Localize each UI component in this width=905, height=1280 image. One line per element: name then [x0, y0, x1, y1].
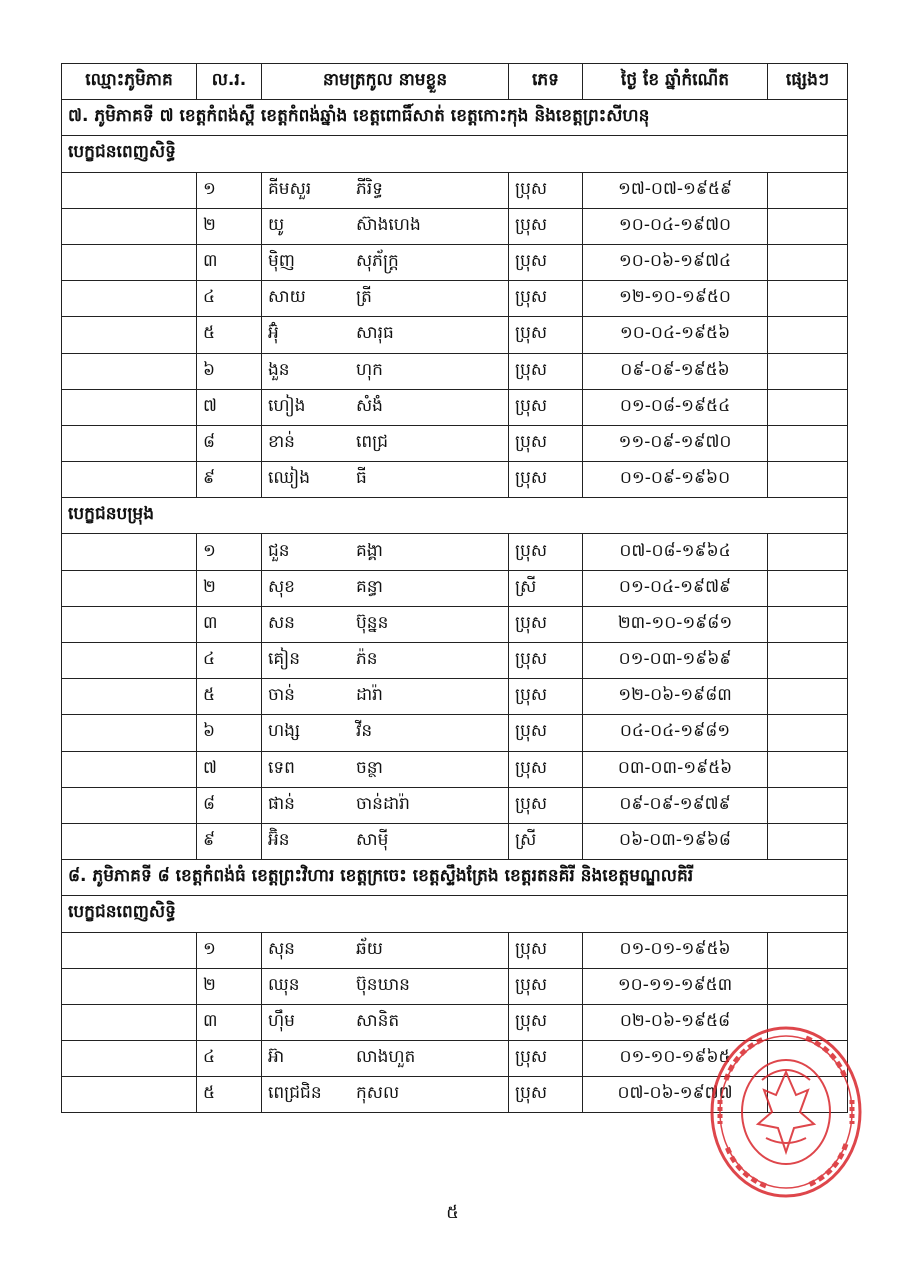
full-name — [262, 389, 509, 425]
other-cell — [768, 968, 848, 1004]
date-of-birth: ០៩-០៩-១៩៧៩ — [583, 787, 768, 823]
table-row — [62, 932, 848, 968]
date-of-birth: ១០-០៤-១៩៥៦ — [583, 317, 768, 353]
date-of-birth: ០៣-០៣-១៩៥៦ — [583, 751, 768, 787]
table-row — [62, 751, 848, 787]
other-cell — [768, 353, 848, 389]
given-name: ឆ័យ — [356, 938, 383, 959]
family-name: អ៊ា — [268, 1047, 285, 1068]
full-name — [262, 244, 509, 280]
full-name — [262, 932, 509, 968]
sex: ប្រុស — [509, 353, 583, 389]
full-name — [262, 172, 509, 208]
full-name — [262, 715, 509, 751]
date-of-birth: ០៤-០៤-១៩៨១ — [583, 715, 768, 751]
given-name: លាងហួត — [356, 1047, 416, 1068]
other-cell — [768, 389, 848, 425]
table-row — [62, 281, 848, 317]
sex: ស្រី — [509, 823, 583, 859]
table-row — [62, 244, 848, 280]
region-cell — [62, 1004, 197, 1040]
given-name: ភ៉ន — [356, 649, 378, 670]
row-number: ២ — [197, 570, 262, 606]
region-cell — [62, 968, 197, 1004]
other-cell — [768, 425, 848, 461]
family-name: សុខ — [268, 576, 295, 597]
header-dob: ថ្ងៃ ខែ ឆ្នាំកំណើត — [583, 64, 768, 100]
date-of-birth: ១២-១០-១៩៥០ — [583, 281, 768, 317]
given-name: គង្គា — [356, 540, 383, 561]
other-cell — [768, 643, 848, 679]
other-cell — [768, 534, 848, 570]
given-name: សានិត — [356, 1010, 400, 1031]
date-of-birth: ០៧-០៦-១៩៧៧ — [583, 1077, 768, 1113]
given-name: ធី — [356, 468, 367, 489]
table-row — [62, 208, 848, 244]
row-number: ២ — [197, 208, 262, 244]
region-cell — [62, 317, 197, 353]
sex: ប្រុស — [509, 389, 583, 425]
row-number: ៨ — [197, 425, 262, 461]
given-name: ចាន់ដារ៉ា — [356, 793, 410, 814]
sex: ប្រុស — [509, 751, 583, 787]
date-of-birth: ០១-០៤-១៩៧៩ — [583, 570, 768, 606]
group-row — [62, 136, 848, 172]
sex: ប្រុស — [509, 172, 583, 208]
group-title: បេក្ខជនបម្រុង — [62, 498, 848, 534]
sex: ប្រុស — [509, 679, 583, 715]
row-number: ១ — [197, 534, 262, 570]
row-number: ៤ — [197, 1041, 262, 1077]
full-name — [262, 679, 509, 715]
date-of-birth: ០១-០៩-១៩៦០ — [583, 462, 768, 498]
row-number: ៥ — [197, 1077, 262, 1113]
region-cell — [62, 389, 197, 425]
sex: ប្រុស — [509, 1077, 583, 1113]
table-row — [62, 679, 848, 715]
sex: ស្រី — [509, 570, 583, 606]
family-name: ពេជ្រជិន — [268, 1083, 322, 1104]
official-seal — [706, 1020, 866, 1205]
row-number: ៣ — [197, 1004, 262, 1040]
page-number: ៥ — [446, 1202, 459, 1223]
row-number: ៤ — [197, 281, 262, 317]
table-row — [62, 462, 848, 498]
header-row — [62, 64, 848, 100]
full-name — [262, 353, 509, 389]
group-title: បេក្ខជនពេញសិទ្ធិ — [62, 136, 848, 172]
date-of-birth: ០១-០៣-១៩៦៩ — [583, 643, 768, 679]
sex: ប្រុស — [509, 317, 583, 353]
full-name — [262, 425, 509, 461]
region-cell — [62, 1077, 197, 1113]
table-row — [62, 787, 848, 823]
candidate-table — [61, 63, 848, 1113]
group-row — [62, 896, 848, 932]
table-row — [62, 570, 848, 606]
row-number: ៤ — [197, 643, 262, 679]
given-name: ហុក — [356, 359, 383, 380]
given-name: ប៊ុនឃាន — [356, 974, 410, 995]
family-name: ហង្ស — [268, 721, 301, 742]
row-number: ១ — [197, 172, 262, 208]
row-number: ២ — [197, 968, 262, 1004]
family-name: គីមសួរ — [268, 178, 312, 199]
sex: ប្រុស — [509, 606, 583, 642]
region-cell — [62, 1041, 197, 1077]
sex: ប្រុស — [509, 244, 583, 280]
date-of-birth: ១៧-០៧-១៩៥៩ — [583, 172, 768, 208]
given-name: ដារ៉ា — [356, 685, 383, 706]
given-name: ពេជ្រ — [356, 431, 389, 452]
row-number: ៧ — [197, 751, 262, 787]
table-row — [62, 389, 848, 425]
section-row — [62, 860, 848, 896]
group-row — [62, 498, 848, 534]
date-of-birth: ០៩-០៩-១៩៥៦ — [583, 353, 768, 389]
given-name: សុភ័ក្ត្រ — [356, 251, 399, 272]
region-cell — [62, 425, 197, 461]
family-name: ហៀង — [268, 395, 306, 416]
other-cell — [768, 751, 848, 787]
table-row — [62, 715, 848, 751]
given-name: សារុធ — [356, 323, 394, 344]
family-name: សុន — [268, 938, 295, 959]
full-name — [262, 208, 509, 244]
sex: ប្រុស — [509, 281, 583, 317]
full-name — [262, 1077, 509, 1113]
family-name: គៀន — [268, 649, 301, 670]
other-cell — [768, 787, 848, 823]
row-number: ៣ — [197, 606, 262, 642]
region-cell — [62, 208, 197, 244]
family-name: ខាន់ — [268, 431, 295, 452]
full-name — [262, 643, 509, 679]
date-of-birth: ១១-០៩-១៩៧០ — [583, 425, 768, 461]
full-name — [262, 281, 509, 317]
region-cell — [62, 679, 197, 715]
other-cell — [768, 823, 848, 859]
date-of-birth: ១០-១១-១៩៥៣ — [583, 968, 768, 1004]
section-title: ៨. ភូមិភាគទី ៨ ខេត្តកំពង់ធំ ខេត្តព្រះវិហារ ខេត្តក្រចេះ ខេត្តស្ទឹងត្រែង ខេត្តរតនគិរី និងខេត្តមណ្ឌលគិរី — [62, 860, 848, 896]
table-row — [62, 968, 848, 1004]
row-number: ៧ — [197, 389, 262, 425]
row-number: ៩ — [197, 823, 262, 859]
region-cell — [62, 932, 197, 968]
date-of-birth: ២៣-១០-១៩៨១ — [583, 606, 768, 642]
full-name — [262, 317, 509, 353]
date-of-birth: ១២-០៦-១៩៨៣ — [583, 679, 768, 715]
region-cell — [62, 715, 197, 751]
sex: ប្រុស — [509, 787, 583, 823]
other-cell — [768, 281, 848, 317]
table-row — [62, 643, 848, 679]
region-cell — [62, 643, 197, 679]
other-cell — [768, 679, 848, 715]
date-of-birth: ០២-០៦-១៩៥៨ — [583, 1004, 768, 1040]
other-cell — [768, 172, 848, 208]
row-number: ៩ — [197, 462, 262, 498]
family-name: សាយ — [268, 287, 306, 308]
full-name — [262, 606, 509, 642]
region-cell — [62, 462, 197, 498]
region-cell — [62, 534, 197, 570]
full-name — [262, 570, 509, 606]
header-other: ផ្សេងៗ — [768, 64, 848, 100]
group-title: បេក្ខជនពេញសិទ្ធិ — [62, 896, 848, 932]
region-cell — [62, 606, 197, 642]
other-cell — [768, 317, 848, 353]
given-name: វីន — [356, 721, 373, 742]
full-name — [262, 1041, 509, 1077]
family-name: ផាន់ — [268, 793, 295, 814]
other-cell — [768, 244, 848, 280]
table-row — [62, 425, 848, 461]
region-cell — [62, 823, 197, 859]
family-name: ជួន — [268, 540, 290, 561]
other-cell — [768, 570, 848, 606]
sex: ប្រុស — [509, 1004, 583, 1040]
full-name — [262, 1004, 509, 1040]
sex: ប្រុស — [509, 534, 583, 570]
full-name — [262, 751, 509, 787]
full-name — [262, 534, 509, 570]
row-number: ៦ — [197, 715, 262, 751]
other-cell — [768, 208, 848, 244]
table-row — [62, 823, 848, 859]
table-row — [62, 317, 848, 353]
family-name: ម៉ិញ — [268, 251, 295, 272]
sex: ប្រុស — [509, 643, 583, 679]
region-cell — [62, 281, 197, 317]
full-name — [262, 787, 509, 823]
table-row — [62, 534, 848, 570]
family-name: សន — [268, 612, 295, 633]
row-number: ៥ — [197, 679, 262, 715]
family-name: អ៊ិន — [268, 830, 290, 851]
header-region: ឈ្មោះភូមិភាគ — [62, 64, 197, 100]
given-name: ស៊ាងហេង — [356, 214, 421, 235]
region-cell — [62, 172, 197, 208]
other-cell — [768, 462, 848, 498]
given-name: ចន្ថា — [356, 757, 383, 778]
given-name: សាម៉ី — [356, 830, 389, 851]
sex: ប្រុស — [509, 462, 583, 498]
family-name: ងួន — [268, 359, 290, 380]
region-cell — [62, 787, 197, 823]
sex: ប្រុស — [509, 968, 583, 1004]
row-number: ៨ — [197, 787, 262, 823]
other-cell — [768, 606, 848, 642]
sex: ប្រុស — [509, 208, 583, 244]
given-name: សំងំ — [356, 395, 383, 416]
other-cell — [768, 715, 848, 751]
row-number: ៣ — [197, 244, 262, 280]
full-name — [262, 968, 509, 1004]
given-name: ប៊ុន្នន — [356, 612, 389, 633]
header-number: ល.រ. — [197, 64, 262, 100]
date-of-birth: ០១-០១-១៩៥៦ — [583, 932, 768, 968]
given-name: ភីរិទ្ធ — [356, 178, 383, 199]
family-name: ហ៊ឹម — [268, 1010, 295, 1031]
date-of-birth: ០៦-០៣-១៩៦៨ — [583, 823, 768, 859]
sex: ប្រុស — [509, 1041, 583, 1077]
header-name: នាមត្រកូល នាមខ្លួន — [262, 64, 509, 100]
other-cell — [768, 932, 848, 968]
header-sex: ភេទ — [509, 64, 583, 100]
section-row — [62, 100, 848, 136]
family-name: ចាន់ — [268, 685, 295, 706]
full-name — [262, 823, 509, 859]
given-name: គន្ធា — [356, 576, 383, 597]
family-name: យូ — [268, 214, 285, 235]
region-cell — [62, 751, 197, 787]
sex: ប្រុស — [509, 932, 583, 968]
row-number: ១ — [197, 932, 262, 968]
family-name: អ៊ុំ — [268, 323, 279, 344]
table-row — [62, 606, 848, 642]
row-number: ៦ — [197, 353, 262, 389]
family-name: ទេព — [268, 757, 295, 778]
family-name: ឈុន — [268, 974, 300, 995]
given-name: កុសល — [356, 1083, 400, 1104]
table-row — [62, 353, 848, 389]
region-cell — [62, 570, 197, 606]
sex: ប្រុស — [509, 425, 583, 461]
date-of-birth: ១០-០៦-១៩៧៤ — [583, 244, 768, 280]
date-of-birth: ០១-១០-១៩៦៥ — [583, 1041, 768, 1077]
section-title: ៧. ភូមិភាគទី ៧ ខេត្តកំពង់ស្ពឺ ខេត្តកំពង់ឆ្នាំង ខេត្តពោធិ៍សាត់ ខេត្តកោះកុង និងខេត្តព្រះសីហនុ — [62, 100, 848, 136]
date-of-birth: ១០-០៤-១៩៧០ — [583, 208, 768, 244]
region-cell — [62, 353, 197, 389]
table-row — [62, 172, 848, 208]
date-of-birth: ០១-០៨-១៩៥៤ — [583, 389, 768, 425]
full-name — [262, 462, 509, 498]
sex: ប្រុស — [509, 715, 583, 751]
family-name: ឈៀង — [268, 468, 311, 489]
date-of-birth: ០៧-០៨-១៩៦៤ — [583, 534, 768, 570]
given-name: ត្រី — [356, 287, 372, 308]
table-body — [62, 100, 848, 1113]
row-number: ៥ — [197, 317, 262, 353]
region-cell — [62, 244, 197, 280]
